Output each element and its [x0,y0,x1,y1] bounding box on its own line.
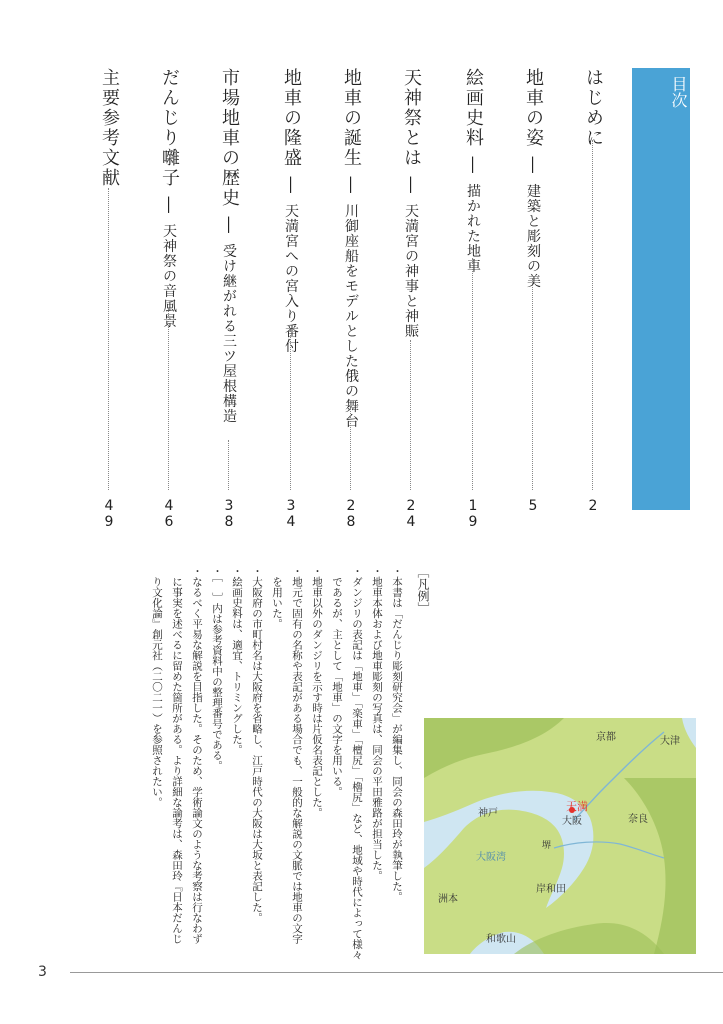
toc-entry-page: 34 [283,498,299,530]
toc-entry[interactable]: 地車の隆盛 — 天満宮への宮入り番付 34 [278,68,304,518]
toc-entry-title: はじめに [583,68,604,148]
map-label-tenma: 天満 [566,800,588,813]
toc-entry[interactable]: 地車の姿 — 建築と彫刻の美 5 [520,68,546,518]
note-line: を用いた。 [271,566,283,629]
map-label-nara: 奈良 [628,814,648,825]
note-line: に事実を述べるに留めた箇所がある。より詳細な論考は、森田玲『日本だんじ [171,566,183,944]
note-line: ・ダンジリの表記は「地車」「楽車」「檀尻」「櫓尻」など、地域や時代によって様々 [351,566,363,960]
map-label-sumoto: 洲本 [438,894,458,905]
leader-dots [410,340,411,490]
toc-entry[interactable]: 絵画史料 — 描かれた地車 19 [460,68,486,518]
map-label-sakai: 堺 [542,841,552,851]
footer-rule [70,972,723,973]
leader-dots [168,308,169,490]
map-label-wakayama: 和歌山 [486,934,516,945]
toc-entry-subtitle: 川御座船をモデルとした俄の舞台 [343,203,359,429]
toc-entry-subtitle: 受け継がれる三ツ屋根構造 [221,243,237,424]
leader-dots [350,408,351,490]
note-line: ・地元で固有の名称や表記がある場合でも、一般的な解説の文脈では地車の文字 [291,566,303,944]
toc-entry-page: 5 [525,498,541,514]
page-number: 3 [38,964,47,980]
map-label-kyoto: 京都 [596,732,616,743]
toc-entry-subtitle: 天満宮の神事と神賑 [403,203,419,339]
map-label-osakawan: 大阪湾 [476,852,506,863]
toc-entry-title: 地車の姿 [523,68,544,148]
toc-entry-page: 24 [403,498,419,530]
legend-notes [147,566,433,966]
notes-heading: ［凡例］ [416,566,430,614]
note-line: ・地車以外のダンジリを示す時は片仮名表記とした。 [311,566,323,818]
toc-entry-title: 地車の隆盛 [281,68,302,168]
toc-entry-title: 市場地車の歴史 [219,68,240,208]
toc-entry-title: 地車の誕生 [341,68,362,168]
toc-entry-page: 28 [343,498,359,530]
osaka-region-map [424,718,696,954]
toc-entry[interactable] [96,68,122,530]
note-line: ・絵画史料は、適宜、トリミングした。 [231,566,243,755]
note-line: であるが、主として「地車」の文字を用いる。 [331,566,343,797]
toc-entry-title: だんじり囃子 [159,68,180,188]
toc-entry-title: 絵画史料 [463,68,484,148]
note-line: ・地車本体および地車彫刻の写真は、同会の平田雅路が担当した。 [371,566,383,881]
map-label-osaka: 大阪 [562,816,582,827]
map-label-otsu: 大津 [660,736,680,747]
toc-entry-page: 19 [465,498,481,530]
note-line: り文化論』創元社（二〇二一）を参照されたい。 [151,566,163,808]
toc-entry[interactable]: 市場地車の歴史 — 受け継がれる三ツ屋根構造 38 [216,68,242,518]
toc-entry-subtitle: 描かれた地車 [465,183,481,274]
leader-dots [108,188,109,490]
toc-entry-title: 主要参考文献 [99,68,120,188]
toc-entry[interactable]: 地車の誕生 — 川御座船をモデルとした俄の舞台 28 [338,68,364,518]
toc-entry-title: 天神祭とは [401,68,422,168]
note-line: ・大阪府の市町村名は大阪府を省略し、江戸時代の大阪は大坂と表記した。 [251,566,263,923]
note-line: ・なるべく平易な解説を目指した。そのため、学術論文のような考察は行なわず [191,566,203,944]
toc-entry-page: 2 [585,498,601,514]
toc-entry-subtitle: 建築と彫刻の美 [525,183,541,289]
leader-dots [228,440,229,490]
note-line: ・［ ］内は参考資料中の整理番号である。 [211,566,223,771]
toc-entry[interactable]: だんじり囃子 — 天神祭の音風景 46 [156,68,182,518]
toc-heading: 目次 [669,76,688,108]
leader-dots [472,258,473,490]
toc-entry-page: 46 [161,498,177,530]
toc-entry-page: 49 [101,498,117,530]
toc-entry-page: 38 [221,498,237,530]
leader-dots [532,278,533,490]
map-label-kobe: 神戸 [478,808,498,819]
toc-entry[interactable]: 天神祭とは — 天満宮の神事と神賑 24 [398,68,424,518]
leader-dots [290,330,291,490]
toc-entry-subtitle: 天満宮への宮入り番付 [283,203,299,354]
toc-heading-band [632,68,690,510]
toc-entry-subtitle: 天神祭の音風景 [161,223,177,329]
map-label-kishiwada: 岸和田 [536,884,566,895]
leader-dots [592,140,593,490]
note-line: ・本書は「だんじり彫刻研究会」が編集し、同会の森田玲が執筆した。 [391,566,403,902]
toc-entry[interactable] [580,68,606,518]
